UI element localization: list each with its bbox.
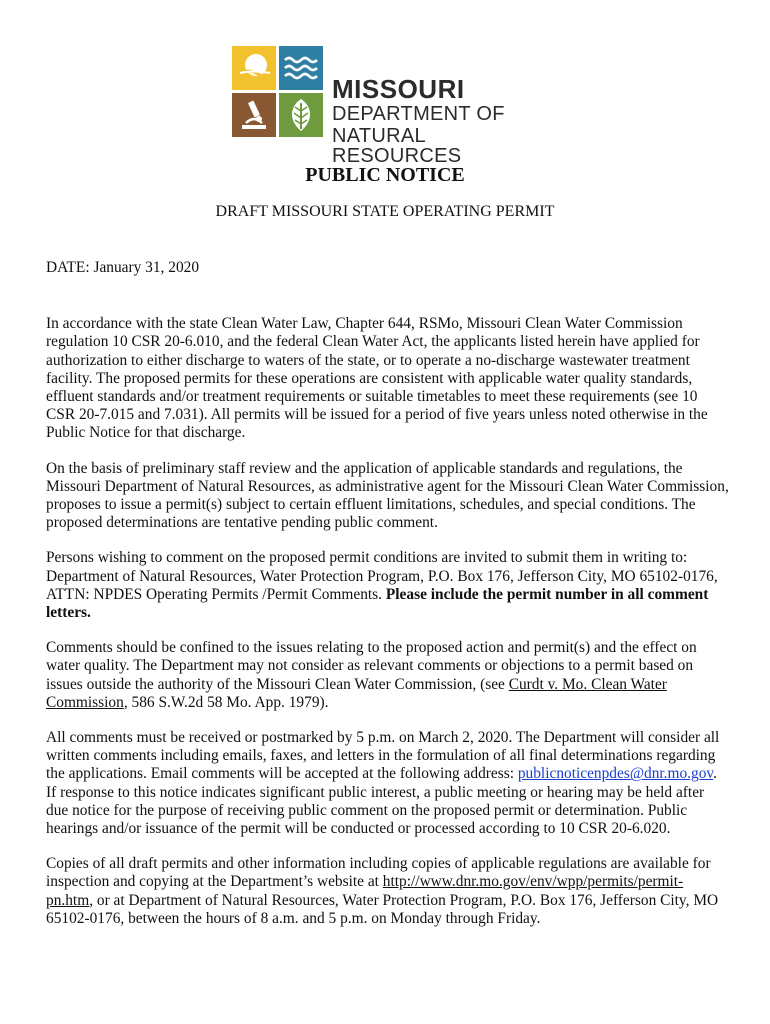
paragraph-comment-submission (46, 549, 730, 622)
paragraph-deadline (46, 729, 730, 838)
org-name-line3: NATURAL RESOURCES (332, 125, 462, 167)
sun-icon (232, 46, 276, 90)
copies-text: Copies of all draft permits and other information including copies of applicable regulations are available for inspection and copying at the Department’s website at (46, 855, 711, 891)
notice-date: DATE: January 31, 2020 (46, 259, 200, 276)
case-citation: Curdt v. Mo. Clean Water Commission (46, 675, 667, 711)
org-name (332, 76, 552, 166)
permit-number-instruction: Please include the permit number in all comment letters. (46, 585, 709, 622)
org-name-line2: DEPARTMENT OF (332, 103, 505, 125)
dnr-logo (232, 46, 552, 167)
email-link[interactable]: publicnoticenpdes@dnr.mo.gov (517, 765, 714, 783)
paragraph-comment-scope (46, 639, 730, 712)
comment-scope-text: Comments should be confined to the issues relating to the proposed action and permit(s) and the effect on water quality. The Department may not consider as relevant comments or objections to a permit based on issues outside the authority of the Missouri Clean Water Commission, (see (46, 639, 697, 693)
comment-scope-citation-text: , 586 S.W.2d 58 Mo. App. 1979). (123, 693, 329, 711)
deadline-text: All comments must be received or postmarked by 5 p.m. on March 2, 2020. The Department will consider all written comments including emails, faxes, and letters in the formulation of all final determinations regarding the applications. Email comments will be accepted at the following address: (46, 729, 720, 783)
notice-body (46, 259, 730, 945)
microscope-icon (232, 93, 276, 137)
water-waves-icon (279, 46, 323, 90)
office-hours-text: , or at Department of Natural Resources, Water Protection Program, P.O. Box 176, Jefferson City, MO 65102-0176, between the hours of 8 a.m. and 5 p.m. on Monday through Friday. (46, 891, 719, 927)
paragraph-determination: On the basis of preliminary staff review and the application of applicable standards and regulations, the Missouri Department of Natural Resources, as administrative agent for the Missouri Clean Water Commission, proposes to issue a permit(s) subject to certain effluent limitations, schedules, and special conditions. The proposed determinations are tentative pending public comment. (46, 459, 729, 532)
paragraph-authorization: In accordance with the state Clean Water Law, Chapter 644, RSMo, Missouri Clean Water Commission regulation 10 CSR 20-6.010, and the federal Clean Water Act, the applicants listed herein have applied for authorization to either discharge to waters of the state, or to operate a no-discharge wastewater treatment facility. The proposed permits for these operations are consistent with applicable water quality standards, effluent standards and/or treatment requirements or suitable timetables to meet these requirements (see 10 CSR 20-7.015 and 7.031). All permits will be issued for a period of five years unless noted otherwise in the Public Notice for that discharge. (46, 315, 708, 442)
website-link[interactable]: http://www.dnr.mo.gov/env/wpp/permits/permit-pn.htm (46, 873, 684, 909)
paragraph-copies (46, 855, 730, 928)
comment-address-text: Persons wishing to comment on the proposed permit conditions are invited to submit them in writing to: Department of Natural Resources, Water Protection Program, P.O. Box 176, Jefferson City, MO 65102-0176, ATTN: NPDES Operating Permits /Permit Comments. (46, 549, 718, 603)
page-subtitle: DRAFT MISSOURI STATE OPERATING PERMIT (215, 203, 555, 220)
leaf-icon (279, 93, 323, 137)
page-title: PUBLIC NOTICE (305, 164, 465, 186)
hearing-text: . If response to this notice indicates significant public interest, a public meeting or hearing may be held after due notice for the purpose of receiving public comment on the proposed permit or determination. Public hearings and/or issuance of the permit will be conducted or processed according to 10 CSR 20-6.020. (46, 765, 717, 838)
org-name-line1: MISSOURI (332, 74, 465, 104)
